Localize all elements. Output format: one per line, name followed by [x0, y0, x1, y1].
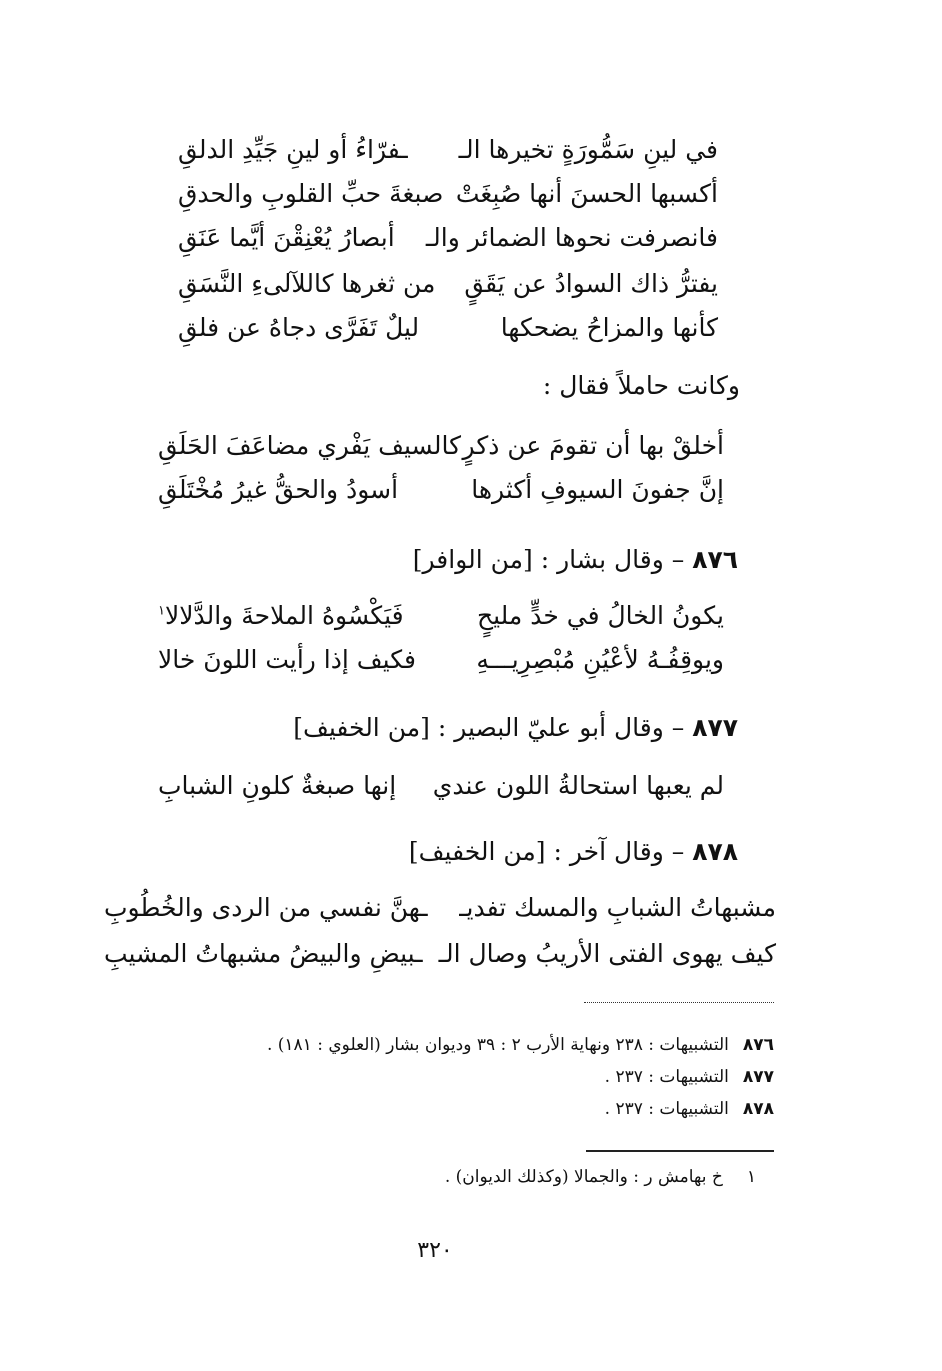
verse-sadr: إنَّ جفونَ السيوفِ أكثرها	[471, 475, 724, 504]
verse-ajuz: أبصارُ يُعْنِقْنَ أيَّما عَنَقِ	[178, 223, 395, 252]
verse-line	[158, 468, 724, 512]
section-title: – وقال أبو عليّ البصير : [من الخفيف]	[293, 713, 685, 742]
verse-ajuz: كالسيف يَفْري مضاعَفَ الحَلَقِ	[158, 431, 461, 460]
verse-ajuz: أسودُ والحقُّ غيرُ مُخْتَلَقِ	[158, 475, 399, 504]
source-text: التشبيهات : ٢٣٧ .	[604, 1067, 729, 1087]
verse-line	[158, 764, 724, 808]
verse-sadr: كأنها والمزاحُ يضحكها	[500, 313, 718, 342]
section-title: – وقال آخر : [من الخفيف]	[408, 837, 685, 866]
verse-ajuz: ـبيضِ والبيضُ مشبهاتُ المشيبِ	[104, 939, 423, 968]
prose-line: وكانت حاملاً فقال :	[542, 371, 740, 400]
verse-sadr: فانصرفت نحوها الضمائر والـ	[425, 223, 718, 252]
section-heading	[413, 538, 738, 582]
verse-sadr: كيف يهوى الفتى الأريبُ وصال الـ	[438, 939, 776, 968]
verse-line	[158, 638, 724, 682]
verse-line	[178, 262, 718, 306]
footnote	[445, 1162, 756, 1192]
source-number: ٨٧٧	[742, 1067, 774, 1087]
verse-line	[178, 216, 718, 260]
verse-sadr: أكسبها الحسنَ أنها صُبِغَتْ	[455, 179, 718, 208]
verse-sadr: يفترُّ ذاك السوادُ عن يَقَقٍ	[464, 269, 718, 298]
verse-line	[158, 424, 724, 468]
section-number: ٨٧٧	[692, 713, 738, 742]
verse-ajuz: ليلٌ تَفَرَّى دجاهُ عن فلقِ	[178, 313, 420, 342]
verse-line	[178, 128, 718, 172]
section-number: ٨٧٦	[692, 545, 738, 574]
footnote-divider	[586, 1150, 774, 1152]
verse-ajuz-text: فَيَكْسُوهُ الملاحةَ والدَّلالا	[164, 601, 404, 630]
section-heading	[409, 830, 738, 874]
section-title: – وقال بشار : [من الوافر]	[412, 545, 685, 574]
verse-ajuz: صبغةَ حبِّ القلوبِ والحدقِ	[178, 179, 444, 208]
verse-line	[178, 306, 718, 350]
verse-ajuz: ـفرّاءُ أو لينِ جَيِّدِ الدلقِ	[178, 135, 408, 164]
page-number: ٣٢٠	[417, 1238, 453, 1263]
source-number: ٨٧٦	[742, 1035, 774, 1055]
verse-line	[158, 594, 724, 638]
verse-ajuz: إنها صبغةٌ كلونِ الشبابِ	[158, 771, 397, 800]
verse-ajuz	[158, 594, 404, 638]
source-number: ٨٧٨	[742, 1099, 774, 1119]
verse-line	[104, 932, 776, 976]
footnote-text: خ بهامش ر : والجمالا (وكذلك الديوان) .	[444, 1167, 723, 1187]
verse-ajuz: من ثغرها كاللآلىءِ النَّسَقِ	[178, 269, 436, 298]
verse-ajuz: فكيف إذا رأيت اللونَ خالا	[158, 645, 416, 674]
source-text: التشبيهات : ٢٣٨ ونهاية الأرب ٢ : ٣٩ وديوان بشار (العلوي : ١٨١) .	[266, 1035, 729, 1055]
verse-sadr: في لينِ سَمُّورَةٍ تخيرها الـ	[458, 135, 718, 164]
verse-line	[104, 886, 776, 930]
section-number: ٨٧٨	[692, 837, 738, 866]
verse-line	[178, 172, 718, 216]
verse-sadr: لم يعبها استحالةُ اللون عندي	[432, 771, 724, 800]
source-text: التشبيهات : ٢٣٧ .	[604, 1099, 729, 1119]
source-entry	[605, 1062, 774, 1092]
verse-sadr: أخلقْ بها أن تقومَ عن ذكرٍ	[462, 431, 724, 460]
sources-divider	[584, 1002, 774, 1003]
verse-sadr: مشبهاتُ الشبابِ والمسك تفديـ	[459, 893, 776, 922]
source-entry	[605, 1094, 774, 1124]
footnote-reference: ١	[158, 603, 165, 619]
section-heading	[293, 706, 738, 750]
verse-ajuz: ـهنَّ نفسي من الردى والخُطُوبِ	[104, 893, 428, 922]
verse-sadr: ويوقِفُـهُ لأعْيُنِ مُبْصِرِيـــهِ	[476, 645, 724, 674]
footnote-number: ١	[746, 1167, 756, 1187]
source-entry	[267, 1030, 774, 1060]
verse-sadr: يكونُ الخالُ في خدٍّ مليحٍ	[476, 601, 724, 630]
